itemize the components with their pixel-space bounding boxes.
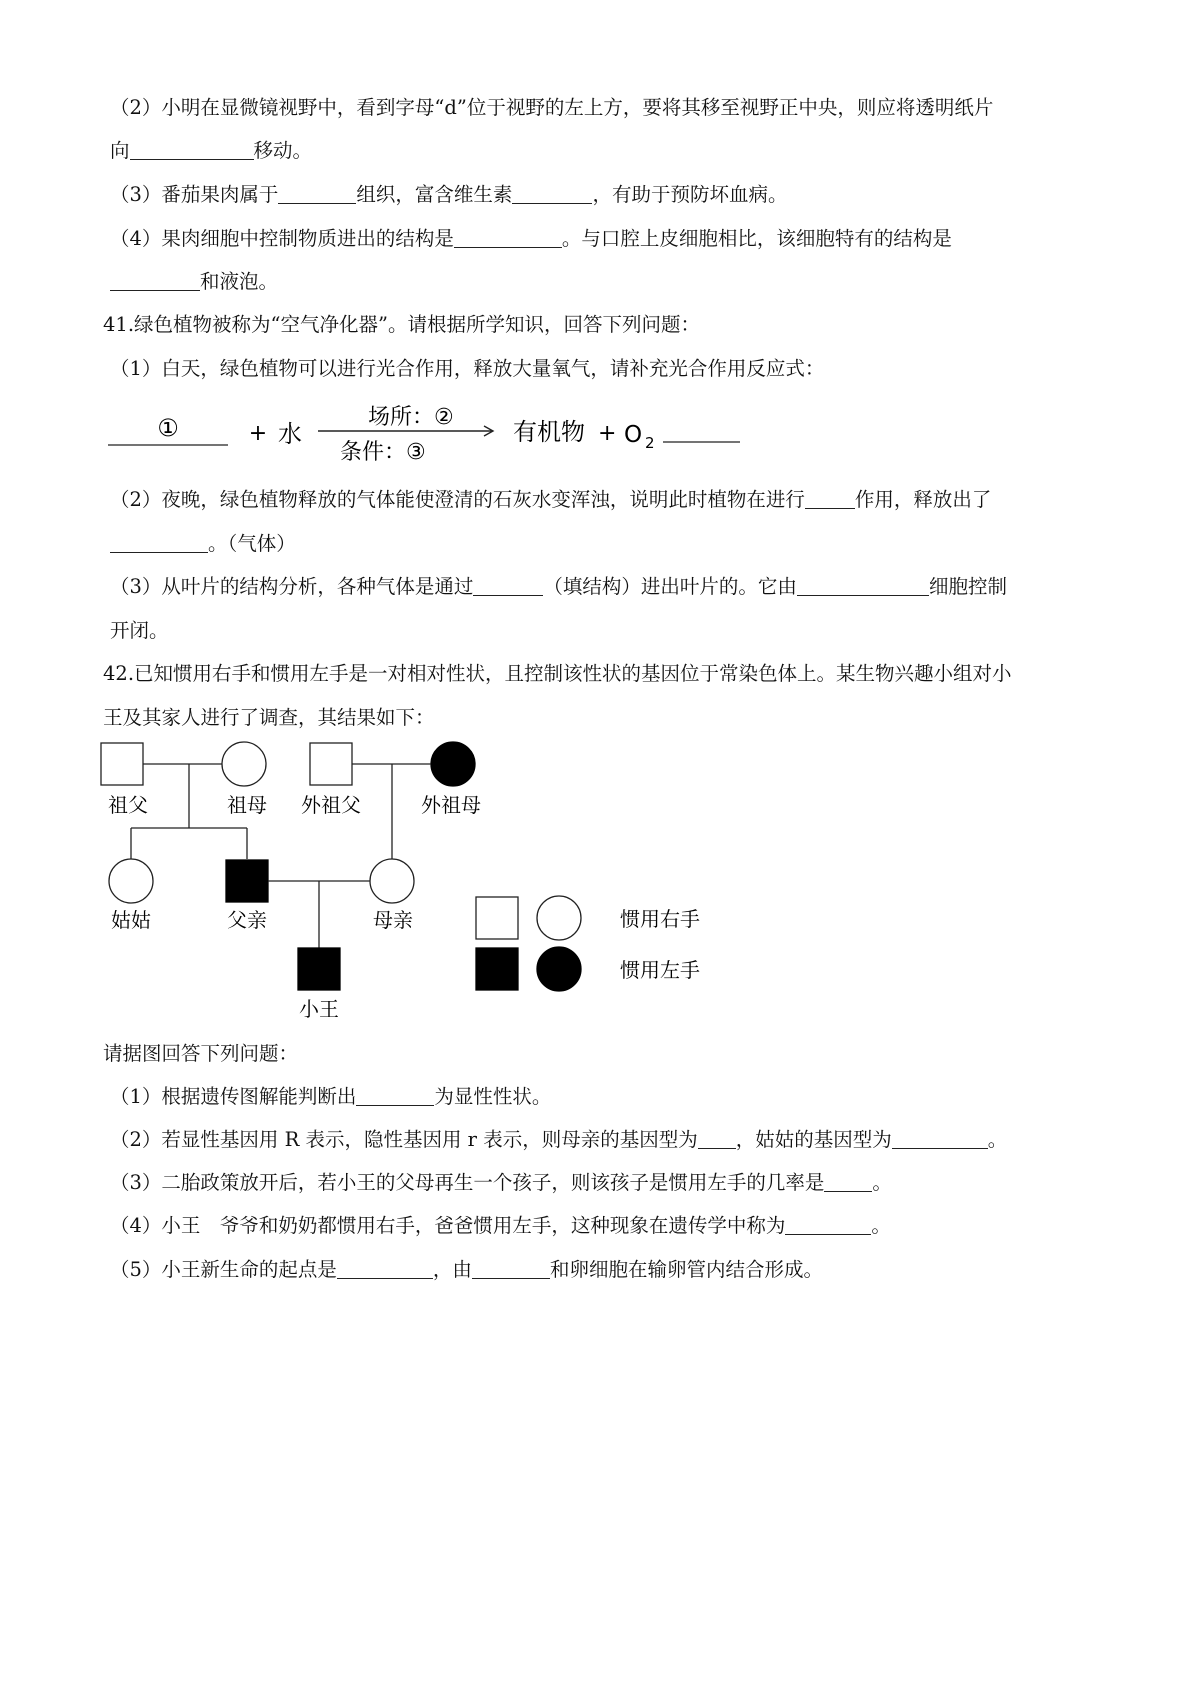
answer-blank[interactable] — [472, 1258, 550, 1279]
legend-right-hand-label: 惯用右手 — [620, 907, 700, 931]
q40-part4-line1: （4）果肉细胞中控制物质进出的结构是 。与口腔上皮细胞相比，该细胞特有的结构是 — [110, 227, 952, 250]
answer-blank[interactable] — [473, 575, 543, 596]
q41-part2-line2: 。（气体） — [110, 530, 296, 558]
condition-place-label: 场所：② — [368, 405, 454, 430]
answer-blank[interactable] — [337, 1258, 433, 1279]
legend-male-right-symbol — [476, 897, 518, 939]
q41-part3-line2: 开闭。 — [110, 619, 169, 642]
q42-part4: （4）小王 爷爷和奶奶都惯用右手，爸爸惯用左手，这种现象在遗传学中称为 。 — [110, 1214, 891, 1237]
answer-blank[interactable] — [512, 183, 592, 204]
answer-blank[interactable] — [892, 1128, 988, 1149]
grandfather-label: 祖父 — [108, 793, 148, 817]
grandmother-symbol — [222, 742, 266, 786]
answer-blank[interactable] — [797, 575, 929, 596]
circled-1-label: ① — [157, 414, 179, 442]
maternal-grandmother-symbol — [431, 742, 475, 786]
answer-blank[interactable] — [110, 532, 208, 553]
grandmother-label: 祖母 — [227, 793, 267, 817]
answer-blank[interactable] — [110, 270, 200, 291]
q42-title-line1: 42.已知惯用右手和惯用左手是一对相对性状，且控制该性状的基因位于常染色体上。某生物兴趣小组对小 — [103, 662, 1012, 685]
maternal-grandfather-label: 外祖父 — [301, 793, 361, 817]
q42-part2: （2）若显性基因用 R 表示，隐性基因用 r 表示，则母亲的基因型为 ，姑姑的基因型为 。 — [110, 1128, 1008, 1151]
answer-blank[interactable] — [785, 1214, 871, 1235]
answer-blank[interactable] — [278, 183, 356, 204]
father-symbol — [226, 860, 268, 902]
xiaowang-symbol — [298, 948, 340, 990]
q42-part3: （3）二胎政策放开后，若小王的父母再生一个孩子，则该孩子是惯用左手的几率是 。 — [110, 1171, 892, 1194]
oxygen-label: O — [624, 422, 643, 448]
q41-part1: （1）白天，绿色植物可以进行光合作用，释放大量氧气，请补充光合作用反应式： — [110, 357, 825, 380]
q42-part1: （1）根据遗传图解能判断出 为显性性状。 — [110, 1085, 552, 1108]
condition-light-label: 条件：③ — [340, 440, 426, 465]
q40-part2-line1: （2）小明在显微镜视野中，看到字母“d”位于视野的左上方，要将其移至视野正中央，则应将透明纸片 — [110, 96, 994, 119]
father-label: 父亲 — [227, 908, 267, 932]
water-label: 水 — [278, 420, 302, 448]
photosynthesis-equation — [100, 396, 760, 476]
legend-female-left-symbol — [537, 947, 581, 991]
q40-part2-line2: 向 移动。 — [110, 139, 313, 162]
answer-blank[interactable] — [356, 1085, 434, 1106]
mother-label: 母亲 — [373, 908, 413, 932]
q41-title: 41.绿色植物被称为“空气净化器”。请根据所学知识，回答下列问题： — [103, 313, 700, 336]
q42-prompt: 请据图回答下列问题： — [103, 1042, 299, 1065]
q41-part3-line1: （3）从叶片的结构分析，各种气体是通过 （填结构）进出叶片的。它由 细胞控制 — [110, 575, 1007, 598]
q41-part2-line1: （2）夜晚，绿色植物释放的气体能使澄清的石灰水变浑浊，说明此时植物在进行 作用，释放出了 — [110, 488, 992, 511]
answer-blank[interactable] — [454, 227, 562, 248]
aunt-symbol — [109, 859, 153, 903]
plus-sign: + — [598, 421, 617, 446]
answer-blank[interactable] — [698, 1128, 736, 1149]
pedigree-chart — [0, 730, 760, 1030]
organic-matter-label: 有机物 — [513, 418, 585, 446]
xiaowang-label: 小王 — [299, 997, 339, 1021]
answer-blank[interactable] — [824, 1171, 872, 1192]
q42-title-line2: 王及其家人进行了调查，其结果如下： — [103, 706, 435, 729]
answer-blank[interactable] — [805, 488, 855, 509]
mother-symbol — [370, 859, 414, 903]
q42-part5: （5）小王新生命的起点是 ，由 和卵细胞在输卵管内结合形成。 — [110, 1258, 823, 1281]
legend-left-hand-label: 惯用左手 — [620, 958, 700, 982]
maternal-grandmother-label: 外祖母 — [421, 793, 481, 817]
legend-male-left-symbol — [476, 948, 518, 990]
q40-part3: （3）番茄果肉属于 组织，富含维生素 ，有助于预防坏血病。 — [110, 183, 788, 206]
plus-sign: + — [248, 421, 268, 446]
grandfather-symbol — [101, 743, 143, 785]
oxygen-subscript: 2 — [645, 434, 655, 452]
maternal-grandfather-symbol — [310, 743, 352, 785]
legend-female-right-symbol — [537, 896, 581, 940]
q40-part4-line2: 和液泡。 — [110, 268, 278, 296]
aunt-label: 姑姑 — [111, 908, 151, 932]
answer-blank[interactable] — [130, 139, 254, 160]
